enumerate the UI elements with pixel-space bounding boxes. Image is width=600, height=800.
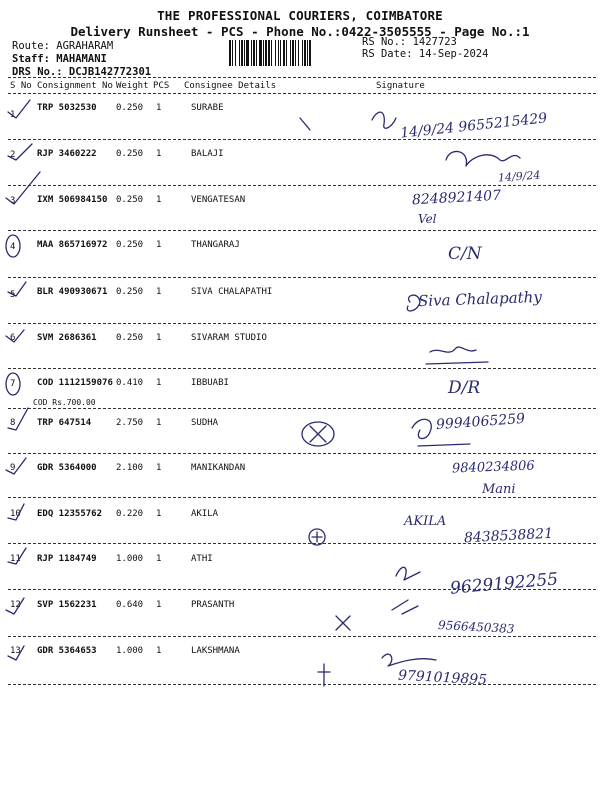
route-value: AGRAHARAM bbox=[56, 40, 114, 52]
tick-mark bbox=[8, 144, 32, 160]
signature-scribble bbox=[396, 567, 420, 580]
row-consignment: RJP 1184749 bbox=[37, 554, 97, 564]
row-weight: 1.000 bbox=[116, 646, 144, 656]
drs-value: DCJB142772301 bbox=[68, 66, 152, 78]
row-weight: 1.000 bbox=[116, 554, 144, 564]
row-weight: 0.250 bbox=[116, 240, 144, 250]
row-consignment: GDR 5364000 bbox=[37, 463, 97, 473]
tick-mark bbox=[8, 504, 24, 520]
row-sno: 1 bbox=[10, 110, 16, 120]
cross-mark bbox=[312, 532, 322, 542]
handwritten-note-row3: 8248921407 bbox=[411, 187, 502, 209]
signature-scribble bbox=[392, 600, 418, 614]
row-consignee: AKILA bbox=[191, 509, 219, 519]
handwritten-note-row9: 9840234806 bbox=[451, 458, 535, 477]
row-sno: 11 bbox=[10, 554, 21, 564]
row-sno: 5 bbox=[10, 290, 16, 300]
circle-mark bbox=[6, 373, 20, 395]
row-weight: 0.220 bbox=[116, 509, 144, 519]
circle-mark bbox=[6, 235, 20, 257]
row-weight: 0.250 bbox=[116, 195, 144, 205]
row-sno: 9 bbox=[10, 463, 16, 473]
tick-mark bbox=[6, 330, 24, 342]
row-consignee: SIVA CHALAPATHI bbox=[191, 287, 273, 297]
route-label: Route: bbox=[12, 40, 50, 52]
handwritten-note-row2: 14/9/24 bbox=[497, 168, 541, 185]
handwritten-note-row5: Siva Chalapathy bbox=[417, 287, 543, 311]
handwritten-note-row12: 9566450383 bbox=[437, 618, 515, 636]
staff-label: Staff: bbox=[12, 53, 50, 65]
row-pcs: 1 bbox=[156, 195, 162, 205]
row-sno: 8 bbox=[10, 418, 16, 428]
row-consignee: IBBUABI bbox=[191, 378, 229, 388]
drs-label: DRS No.: bbox=[12, 66, 63, 78]
row-consignee: PRASANTH bbox=[191, 600, 235, 610]
signature-scribble bbox=[426, 347, 488, 364]
row-pcs: 1 bbox=[156, 554, 162, 564]
row-pcs: 1 bbox=[156, 463, 162, 473]
tick-mark bbox=[8, 408, 28, 430]
row-consignment: COD 1112159076 bbox=[37, 378, 113, 388]
col-sno: S No bbox=[10, 81, 32, 91]
row-sno: 10 bbox=[10, 509, 21, 519]
row-sno: 4 bbox=[10, 242, 16, 252]
handwritten-note-row1: 14/9/24 9655215429 bbox=[399, 110, 548, 142]
row-weight: 2.100 bbox=[116, 463, 144, 473]
runsheet-title: Delivery Runsheet - PCS - Phone No.:0422-3505555 - Page No.:1 bbox=[70, 24, 530, 39]
tick-mark bbox=[300, 118, 310, 130]
row-consignee: THANGARAJ bbox=[191, 240, 240, 250]
row-consignment: EDQ 12355762 bbox=[37, 509, 103, 519]
row-consignee: SIVARAM STUDIO bbox=[191, 333, 267, 343]
row-weight: 0.250 bbox=[116, 149, 144, 159]
row-pcs: 1 bbox=[156, 287, 162, 297]
handwritten-note-row7: D/R bbox=[448, 378, 481, 398]
tick-mark bbox=[8, 100, 30, 118]
row-pcs: 1 bbox=[156, 333, 162, 343]
tick-mark bbox=[8, 646, 24, 660]
row-weight: 0.250 bbox=[116, 287, 144, 297]
signature-scribble bbox=[372, 112, 396, 128]
cross-mark bbox=[310, 426, 326, 442]
row-pcs: 1 bbox=[156, 600, 162, 610]
row-consignment: GDR 5364653 bbox=[37, 646, 97, 656]
cross-mark bbox=[336, 616, 350, 630]
row-pcs: 1 bbox=[156, 509, 162, 519]
row-weight: 0.410 bbox=[116, 378, 144, 388]
row-pcs: 1 bbox=[156, 646, 162, 656]
handwritten-note-row13: 9791019895 bbox=[397, 667, 488, 689]
row-consignment: RJP 3460222 bbox=[37, 149, 97, 159]
col-consignment: Consignment No bbox=[37, 81, 113, 91]
staff-value: MAHAMANI bbox=[56, 53, 107, 65]
row-pcs: 1 bbox=[156, 149, 162, 159]
row-consignment: TRP 5032530 bbox=[37, 103, 97, 113]
rs-date-label: RS Date: bbox=[362, 48, 413, 60]
tick-mark bbox=[6, 172, 40, 204]
row-consignment: BLR 490930671 bbox=[37, 287, 108, 297]
col-consignee: Consignee Details bbox=[184, 81, 277, 91]
handwritten-note-row10b: 8438538821 bbox=[463, 525, 554, 547]
rs-no-label: RS No.: bbox=[362, 36, 407, 48]
row-sno: 13 bbox=[10, 646, 21, 656]
col-pcs: PCS bbox=[153, 81, 170, 91]
row-pcs: 1 bbox=[156, 240, 162, 250]
handwritten-note-row8: 9994065259 bbox=[435, 410, 526, 434]
row-consignee: VENGATESAN bbox=[191, 195, 246, 205]
row-consignment: MAA 865716972 bbox=[37, 240, 108, 250]
row-sno: 7 bbox=[10, 379, 16, 389]
col-signature: Signature bbox=[376, 81, 425, 91]
signature-scribble bbox=[382, 654, 436, 666]
row-consignment: SVM 2686361 bbox=[37, 333, 97, 343]
tick-mark bbox=[6, 598, 24, 614]
tick-mark bbox=[8, 282, 26, 296]
handwritten-note-row11: 9629192255 bbox=[449, 569, 559, 599]
handwritten-note-row10: AKILA bbox=[404, 514, 447, 529]
col-weight: Weight bbox=[116, 81, 149, 91]
row-weight: 0.250 bbox=[116, 103, 144, 113]
row-sno: 2 bbox=[10, 150, 16, 160]
handwritten-note-row4: C/N bbox=[448, 244, 482, 264]
row-sno: 6 bbox=[10, 333, 16, 343]
row-weight: 0.640 bbox=[116, 600, 144, 610]
row-consignee: ATHI bbox=[191, 554, 213, 564]
tick-mark bbox=[6, 458, 26, 474]
row-consignee: BALAJI bbox=[191, 149, 224, 159]
row-consignment: IXM 506984150 bbox=[37, 195, 108, 205]
row-consignee: SURABE bbox=[191, 103, 224, 113]
handwritten-note-row3b: Vel bbox=[418, 212, 437, 226]
signature-scribble bbox=[446, 151, 520, 166]
row-pcs: 1 bbox=[156, 378, 162, 388]
cross-mark bbox=[318, 664, 330, 686]
row-pcs: 1 bbox=[156, 103, 162, 113]
row-weight: 2.750 bbox=[116, 418, 144, 428]
row-sno: 3 bbox=[10, 196, 16, 206]
rs-date-value: 14-Sep-2024 bbox=[418, 48, 489, 60]
company-name: THE PROFESSIONAL COURIERS, COIMBATORE bbox=[157, 8, 443, 23]
row-consignee: LAKSHMANA bbox=[191, 646, 240, 656]
row-consignee: SUDHA bbox=[191, 418, 219, 428]
row-sno: 12 bbox=[10, 600, 21, 610]
cod-amount-note: COD Rs.700.00 bbox=[33, 398, 96, 407]
row-consignee: MANIKANDAN bbox=[191, 463, 246, 473]
row-consignment: SVP 1562231 bbox=[37, 600, 97, 610]
row-weight: 0.250 bbox=[116, 333, 144, 343]
handwritten-note-row9b: Mani bbox=[482, 482, 516, 497]
row-pcs: 1 bbox=[156, 418, 162, 428]
row-consignment: TRP 647514 bbox=[37, 418, 92, 428]
tick-mark bbox=[8, 548, 26, 564]
rs-no-value: 1427723 bbox=[412, 36, 457, 48]
